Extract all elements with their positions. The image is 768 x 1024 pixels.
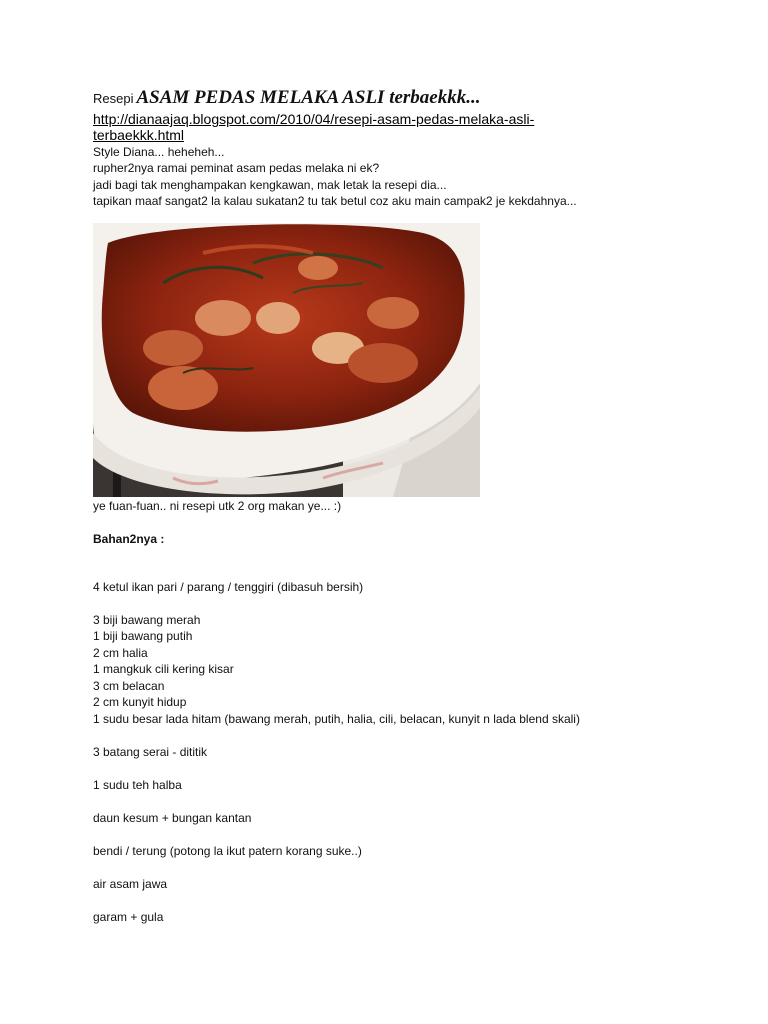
recipe-title: ASAM PEDAS MELAKA ASLI terbaekkk...: [136, 87, 481, 108]
document-page: [93, 86, 733, 924]
ingredient-item: garam + gula: [93, 910, 164, 924]
ingredient-item: 2 cm kunyit hidup: [93, 695, 187, 709]
title-prefix: Resepi: [93, 91, 134, 106]
ingredient-item: 1 sudu teh halba: [93, 778, 182, 792]
ingredient-item: 3 batang serai - dititik: [93, 745, 208, 759]
intro-line: Style Diana... heheheh...: [93, 145, 225, 159]
ingredient-item: 1 sudu besar lada hitam (bawang merah, putih, halia, cili, belacan, kunyit n lada blend skali): [93, 712, 580, 726]
intro-line: tapikan maaf sangat2 la kalau sukatan2 tu tak betul coz aku main campak2 je kekdahnya...: [93, 194, 577, 209]
intro-line: rupher2nya ramai peminat asam pedas melaka ni ek?: [93, 161, 380, 176]
ingredients-heading: Bahan2nya :: [93, 532, 165, 546]
ingredient-item: 1 biji bawang putih: [93, 629, 193, 643]
source-link[interactable]: http://dianaajaq.blogspot.com/2010/04/resepi-asam-pedas-melaka-asli-terbaekkk.html: [93, 111, 535, 143]
dish-photo: [93, 223, 480, 497]
intro-line: jadi bagi tak menghampakan kengkawan, mak letak la resepi dia...: [93, 177, 447, 192]
ingredient-item: 3 cm belacan: [93, 679, 165, 693]
title-line: [93, 86, 733, 110]
photo-caption: ye fuan-fuan.. ni resepi utk 2 org makan ye... :): [93, 499, 342, 513]
intro-text: [93, 144, 733, 210]
ingredient-item: 3 biji bawang merah: [93, 613, 201, 627]
ingredient-item: 4 ketul ikan pari / parang / tenggiri (dibasuh bersih): [93, 580, 364, 594]
ingredient-item: air asam jawa: [93, 877, 168, 891]
ingredient-item: 2 cm halia: [93, 646, 148, 660]
ingredient-item: 1 mangkuk cili kering kisar: [93, 662, 234, 676]
ingredient-item: bendi / terung (potong la ikut patern korang suke..): [93, 844, 362, 858]
ingredient-item: daun kesum + bungan kantan: [93, 811, 252, 825]
